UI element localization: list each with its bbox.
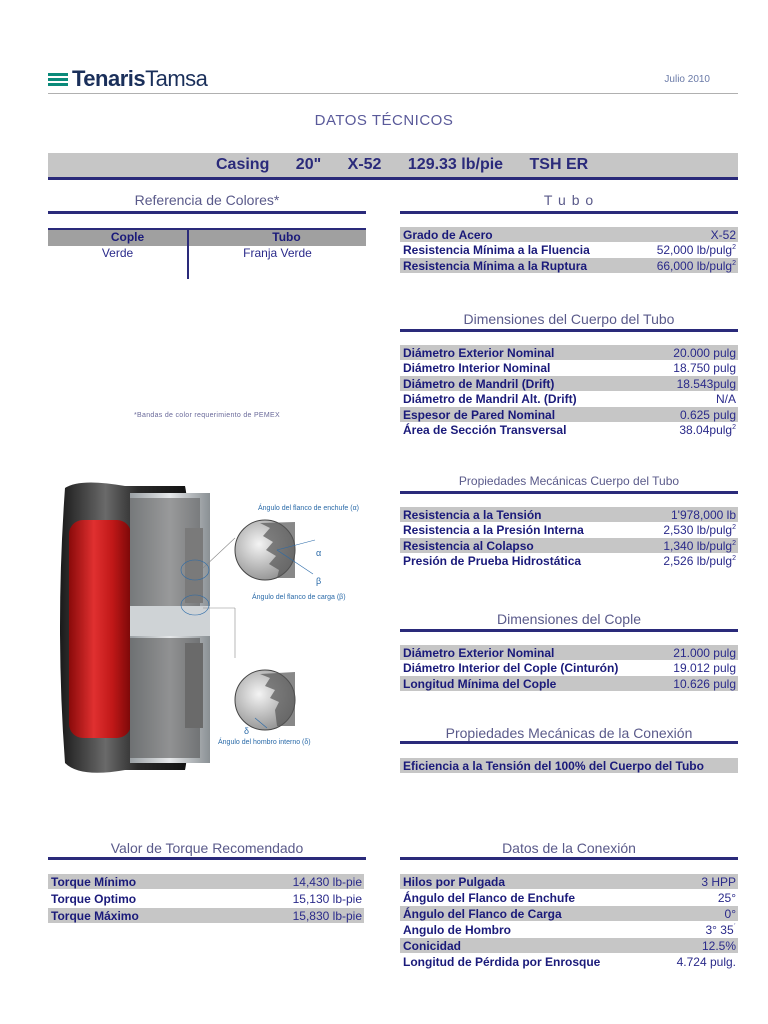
label-delta: δ <box>244 726 250 736</box>
row-value <box>663 554 738 568</box>
prop-conexion-title: Propiedades Mecánicas de la Conexión <box>445 725 693 741</box>
row-label: Resistencia Mínima a la Fluencia <box>403 243 590 257</box>
table-row <box>400 345 738 360</box>
row-value <box>711 228 738 242</box>
color-ref-col-tubo: Tubo <box>272 230 301 244</box>
row-label: Longitud Mínima del Cople <box>403 676 557 691</box>
row-value-text: 2,526 lb/pulg <box>663 554 733 568</box>
row-label: Diámetro Interior Nominal <box>403 361 551 375</box>
row-label: Torque Optimo <box>51 891 137 906</box>
row-value-sup: 2 <box>732 539 736 547</box>
row-value <box>293 909 364 923</box>
document-date: Julio 2010 <box>664 74 710 85</box>
color-ref-title: Referencia de Colores* <box>134 192 280 208</box>
row-value-text: 15,130 lb-pie <box>292 891 362 906</box>
row-value <box>677 377 738 391</box>
document-title: DATOS TÉCNICOS <box>314 112 454 129</box>
row-label: Resistencia a la Tensión <box>403 507 542 522</box>
color-ref-line <box>48 211 366 214</box>
row-value-text: 1'978,000 lb <box>670 507 736 522</box>
table-row <box>400 554 738 569</box>
row-value-text: 18.543pulg <box>676 376 736 391</box>
coupling-red-band <box>69 520 131 738</box>
table-row <box>400 874 738 889</box>
banner-grade: X-52 <box>347 156 382 173</box>
tenaris-logo <box>48 64 207 94</box>
row-value <box>679 423 738 437</box>
table-row <box>400 645 738 660</box>
table-row <box>48 891 364 906</box>
row-label: Resistencia Mínima a la Ruptura <box>403 258 588 273</box>
table-row <box>400 676 738 691</box>
table-row <box>48 874 364 889</box>
row-value-text: 38.04pulg <box>679 423 733 437</box>
row-value-sup: 2 <box>732 244 736 251</box>
row-value-text: 66,000 lb/pulg <box>656 258 733 273</box>
torque-title: Valor de Torque Recomendado <box>110 840 304 856</box>
table-row <box>400 661 738 676</box>
row-value-text: 25° <box>717 890 736 905</box>
row-value-text: 15,830 lb-pie <box>292 908 362 923</box>
banner-weight: 129.33 lb/pie <box>407 156 504 173</box>
row-value-text: 12.5% <box>701 938 736 953</box>
row-label: Diámetro de Mandril (Drift) <box>403 376 555 391</box>
row-label: Angulo de Hombro <box>403 922 511 937</box>
logo-bars-icon <box>48 73 68 86</box>
row-label: Espesor de Pared Nominal <box>403 407 556 422</box>
row-value-text: 3 HPP <box>701 874 736 889</box>
logo-text: TenarisTamsa <box>72 66 208 91</box>
row-value-text: 52,000 lb/pulg <box>656 243 733 257</box>
label-alpha: α <box>316 548 322 558</box>
row-value-text: 18.750 pulg <box>673 361 736 375</box>
table-row <box>400 922 738 937</box>
color-ref-col-cople: Cople <box>110 230 145 244</box>
row-value <box>677 955 738 969</box>
table-row <box>400 758 738 773</box>
color-ref-note: *Bandas de color requerimiento de PEMEX <box>134 412 280 419</box>
row-value <box>673 677 738 691</box>
prop-conexion-line <box>400 741 738 744</box>
row-label: Eficiencia a la Tensión del 100% del Cuerpo del Tubo <box>403 758 704 773</box>
row-value <box>718 891 738 905</box>
row-value <box>663 523 738 537</box>
table-row <box>400 243 738 258</box>
box-thread-upper <box>185 528 203 603</box>
row-label: Ángulo del Flanco de Carga <box>403 906 562 921</box>
row-value <box>673 361 738 375</box>
table-row <box>48 908 364 923</box>
row-value-text: 14,430 lb-pie <box>292 874 362 889</box>
row-value-sup: 2 <box>732 524 736 531</box>
row-value-text: N/A <box>715 392 736 406</box>
tubo-line <box>400 211 738 214</box>
table-row <box>400 227 738 242</box>
table-row <box>400 954 738 969</box>
row-value-text: 4.724 pulg. <box>676 954 736 969</box>
row-value <box>702 939 738 953</box>
torque-line <box>48 857 366 860</box>
label-flanco-enchufe: Ángulo del flanco de enchufe (α) <box>258 505 359 512</box>
dim-cople-line <box>400 629 738 632</box>
row-value-sup: ´ <box>733 923 736 931</box>
row-value <box>725 907 738 921</box>
datos-conexion-line <box>400 857 738 860</box>
product-banner <box>48 153 738 180</box>
connection-drawing <box>55 478 365 773</box>
row-label: Diámetro Exterior Nominal <box>403 345 555 360</box>
row-label: Conicidad <box>403 938 462 953</box>
dim-cuerpo-title: Dimensiones del Cuerpo del Tubo <box>463 311 675 327</box>
color-ref-header <box>48 228 366 246</box>
table-row <box>400 890 738 905</box>
row-label: Diámetro Exterior Nominal <box>403 645 555 660</box>
row-value-sup: 2 <box>732 555 736 562</box>
dim-cople-title: Dimensiones del Cople <box>497 611 641 627</box>
row-value <box>680 408 738 422</box>
table-row <box>400 407 738 422</box>
label-flanco-carga: Ángulo del flanco de carga (β) <box>252 594 346 601</box>
row-value <box>663 539 738 553</box>
row-label: Grado de Acero <box>403 227 493 242</box>
table-row <box>400 361 738 376</box>
row-value <box>673 661 738 675</box>
row-label: Presión de Prueba Hidrostática <box>403 554 582 568</box>
row-value <box>701 875 738 889</box>
row-value <box>673 346 738 360</box>
row-label: Torque Máximo <box>51 908 139 923</box>
row-value-text: 21.000 pulg <box>673 645 736 660</box>
row-label: Torque Mínimo <box>51 874 137 889</box>
table-row <box>400 523 738 538</box>
row-value <box>716 392 738 406</box>
row-label: Longitud de Pérdida por Enrosque <box>403 954 601 969</box>
row-label: Área de Sección Transversal <box>403 423 567 437</box>
dim-cuerpo-line <box>400 329 738 332</box>
table-row <box>400 538 738 553</box>
row-label: Ángulo del Flanco de Enchufe <box>403 890 576 905</box>
header-divider <box>48 93 738 94</box>
table-row <box>400 258 738 273</box>
color-ref-tubo-value: Franja Verde <box>243 246 312 260</box>
table-row <box>400 507 738 522</box>
row-label: Diámetro Interior del Cople (Cinturón) <box>403 661 619 675</box>
row-value-text: X-52 <box>710 227 736 242</box>
table-row <box>400 906 738 921</box>
row-value <box>706 923 739 937</box>
row-label: Hilos por Pulgada <box>403 874 506 889</box>
row-label: Diámetro de Mandril Alt. (Drift) <box>403 392 577 406</box>
color-ref-cople-value: Verde <box>101 246 134 260</box>
banner-connection: TSH ER <box>529 156 589 173</box>
table-row <box>400 423 738 438</box>
row-value <box>671 508 738 522</box>
prop-cuerpo-title: Propiedades Mecánicas Cuerpo del Tubo <box>458 474 680 488</box>
prop-cuerpo-line <box>400 491 738 494</box>
row-value-text: 0.625 pulg <box>679 407 736 422</box>
table-row <box>400 938 738 953</box>
pin-gap <box>130 606 210 636</box>
row-value <box>657 259 738 273</box>
row-value <box>657 243 738 257</box>
row-value-text: 0° <box>724 906 736 921</box>
row-value <box>293 875 364 889</box>
datos-conexion-title: Datos de la Conexión <box>502 840 636 856</box>
row-value-text: 20.000 pulg <box>673 345 736 360</box>
row-value-text: 3° 35 <box>705 922 734 937</box>
table-row <box>400 392 738 407</box>
row-value-text: 2,530 lb/pulg <box>663 523 733 537</box>
banner-product: Casing <box>216 156 270 173</box>
label-hombro-interno: Ángulo del hombro interno (δ) <box>218 739 311 746</box>
table-row <box>400 376 738 391</box>
label-beta: β <box>316 576 322 586</box>
box-thread-lower <box>185 643 203 728</box>
row-value <box>673 646 738 660</box>
row-value-text: 19.012 pulg <box>673 661 736 675</box>
row-value-sup: 2 <box>732 259 736 267</box>
row-value-sup: 2 <box>732 424 736 431</box>
row-label: Resistencia a la Presión Interna <box>403 523 584 537</box>
banner-size: 20" <box>295 156 322 173</box>
row-value <box>293 892 364 906</box>
row-value-text: 10.626 pulg <box>673 676 736 691</box>
row-label: Resistencia al Colapso <box>403 538 534 553</box>
row-value-text: 1,340 lb/pulg <box>663 538 733 553</box>
tubo-title: T u b o <box>543 192 595 208</box>
